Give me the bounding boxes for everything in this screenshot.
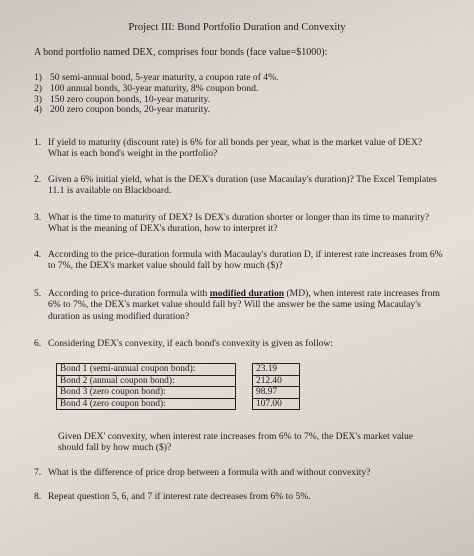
question-number: 7.	[34, 467, 42, 478]
question-number: 4.	[34, 249, 42, 260]
question-7	[34, 467, 443, 478]
table-gap	[236, 364, 253, 376]
bond-description: 200 zero coupon bonds, 20-year maturity.	[50, 104, 211, 116]
modified-duration-emphasis: modified duration	[209, 288, 285, 299]
question-text-part: (MD), when interest rate increases from 6% to 7%, the DEX's market value should fall by? Will the answer be the same using Macaulay's duration as using modified duration?	[48, 288, 440, 322]
question-number: 2.	[34, 174, 42, 185]
bond-description: 150 zero coupon bonds, 10-year maturity.	[50, 93, 211, 105]
bond-list	[34, 72, 279, 115]
question-1	[34, 137, 443, 160]
table-row	[57, 375, 300, 387]
page-title: Project III: Bond Portfolio Duration and Convexity	[128, 22, 346, 33]
bond-label-cell: Bond 3 (zero coupon bond):	[57, 387, 236, 399]
bond-item	[34, 104, 279, 115]
question-text: What is the time to maturity of DEX? Is DEX's duration shorter or longer than its time to maturity? What is the meaning of DEX's duration, how to interpret it?	[48, 212, 430, 235]
convexity-table	[56, 363, 300, 410]
question-text: Given a 6% initial yield, what is the DEX's duration (use Macaulay's duration)? The Excel Templates 11.1 is available on Blackboard.	[48, 174, 437, 197]
question-3	[34, 212, 443, 235]
question-text	[48, 288, 443, 322]
bond-item	[34, 83, 279, 94]
question-text: Considering DEX's convexity, if each bond's convexity is given as follow:	[48, 338, 334, 349]
intro-text: A bond portfolio named DEX, comprises four bonds (face value=$1000):	[34, 47, 328, 58]
question-number: 6.	[34, 338, 42, 349]
bond-number: 2)	[34, 82, 42, 94]
convexity-value-cell: 23.19	[253, 364, 300, 376]
question-number: 5.	[34, 288, 42, 299]
table-gap	[236, 387, 253, 399]
question-4	[34, 249, 443, 272]
bond-description: 50 semi-annual bond, 5-year maturity, a coupon rate of 4%.	[50, 72, 279, 83]
table-row	[57, 387, 300, 399]
question-text: Repeat question 5, 6, and 7 if interest rate decreases from 6% to 5%.	[48, 491, 311, 502]
question-number: 8.	[34, 491, 42, 502]
bond-number: 3)	[34, 93, 42, 105]
question-6	[34, 338, 443, 349]
question-text: What is the difference of price drop between a formula with and without convexity?	[48, 467, 371, 478]
question-8	[34, 491, 443, 502]
table-gap	[236, 398, 253, 410]
question-text: According to the price-duration formula with Macaulay's duration D, if interest rate increases from 6% to 7%, the DEX's market value should fall by how much ($)?	[48, 249, 443, 272]
convexity-value-cell: 107.00	[253, 398, 300, 410]
question-number: 1.	[34, 137, 42, 148]
convexity-value-cell: 98.97	[253, 387, 300, 399]
bond-label-cell: Bond 1 (semi-annual coupon bond):	[57, 364, 236, 376]
table-gap	[236, 375, 253, 387]
question-text-part: According to price-duration formula with	[48, 288, 210, 299]
bond-description: 100 annual bonds, 30-year maturity, 8% coupon bond.	[50, 82, 259, 94]
question-text: If yield to maturity (discount rate) is 6% for all bonds per year, what is the market value of DEX? What is each bond's weight in the portfolio?	[48, 137, 423, 160]
question-6-followup: Given DEX' convexity, when interest rate increases from 6% to 7%, the DEX's market value should fall by how much ($)?	[58, 431, 414, 454]
bond-number: 1)	[34, 72, 42, 83]
table-row	[57, 398, 300, 410]
bond-item	[34, 94, 279, 105]
question-5	[34, 288, 443, 322]
table-row	[57, 364, 300, 376]
convexity-value-cell: 212.40	[253, 375, 300, 387]
bond-item	[34, 72, 279, 83]
bond-label-cell: Bond 2 (annual coupon bond):	[57, 375, 236, 387]
bond-number: 4)	[34, 104, 42, 116]
bond-label-cell: Bond 4 (zero coupon bond):	[57, 398, 236, 410]
question-number: 3.	[34, 212, 42, 223]
question-2	[34, 174, 443, 197]
